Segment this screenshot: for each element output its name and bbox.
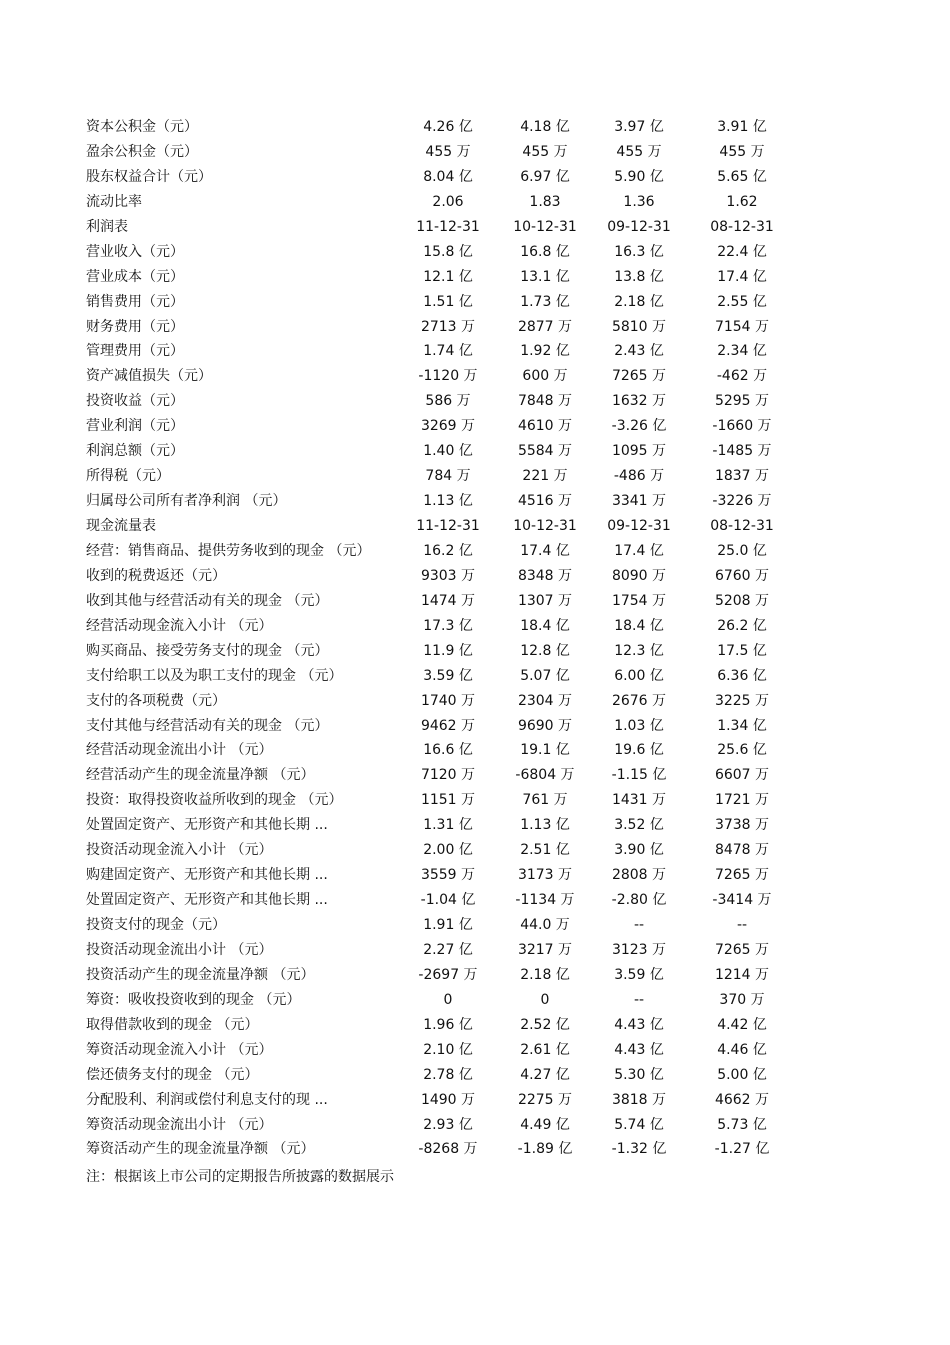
value-cell: 17.5 亿 (717, 642, 767, 659)
value-cell: 1490 万 (420, 1091, 476, 1108)
value-cell: 7265 万 (714, 941, 770, 958)
value-cell: 3217 万 (517, 941, 573, 958)
value-cell: 25.6 亿 (717, 742, 767, 759)
value-cell: 5.00 亿 (717, 1066, 767, 1083)
table-row (0, 963, 950, 988)
value-cell: 9462 万 (420, 717, 476, 734)
row-label: 归属母公司所有者净利润 （元） (86, 493, 287, 510)
value-cell: 19.1 亿 (520, 742, 570, 759)
table-row (0, 888, 950, 913)
value-cell: 455 万 (616, 143, 662, 160)
table-row (0, 838, 950, 863)
value-cell: -3.26 亿 (611, 418, 667, 435)
value-cell: 6.97 亿 (520, 168, 570, 185)
row-label: 投资活动现金流出小计 （元） (86, 941, 273, 958)
value-cell: 3.59 亿 (423, 667, 473, 684)
value-cell: 2.27 亿 (423, 941, 473, 958)
value-cell: 1.34 亿 (717, 717, 767, 734)
table-row (0, 165, 950, 190)
row-label: 分配股利、利润或偿付利息支付的现 ... (86, 1091, 328, 1108)
value-cell: 3738 万 (714, 817, 770, 834)
table-row (0, 439, 950, 464)
value-cell: 13.8 亿 (614, 268, 664, 285)
row-label: 资产减值损失（元） (86, 368, 212, 385)
row-label: 资本公积金（元） (86, 119, 198, 135)
table-row (0, 539, 950, 564)
value-cell: 4.18 亿 (520, 119, 570, 135)
row-label: 现金流量表 (86, 518, 156, 534)
value-cell: 784 万 (425, 468, 471, 485)
table-row (0, 913, 950, 938)
value-cell: 2.93 亿 (423, 1116, 473, 1133)
value-cell: 2.34 亿 (717, 343, 767, 360)
row-label: 财务费用（元） (86, 318, 184, 335)
value-cell: -1.15 亿 (611, 767, 667, 784)
value-cell: 25.0 亿 (717, 542, 767, 559)
table-row (0, 489, 950, 514)
value-cell: 455 万 (425, 143, 471, 160)
financial-data-table (0, 115, 950, 1162)
row-label: 流动比率 (86, 193, 142, 210)
row-label: 筹资：吸收投资收到的现金 （元） (86, 991, 301, 1008)
table-row (0, 988, 950, 1013)
table-row (0, 514, 950, 539)
table-row (0, 364, 950, 389)
value-cell: 2.18 亿 (614, 293, 664, 310)
value-cell: 5.90 亿 (614, 168, 664, 185)
row-label: 盈余公积金（元） (86, 143, 198, 160)
value-cell: 4610 万 (517, 418, 573, 435)
value-cell: 1754 万 (611, 592, 667, 609)
value-cell: 1307 万 (517, 592, 573, 609)
value-cell: 17.4 亿 (717, 268, 767, 285)
row-label: 股东权益合计（元） (86, 168, 212, 185)
row-label: 营业收入（元） (86, 243, 184, 260)
value-cell: 9303 万 (420, 567, 476, 584)
value-cell: 4.26 亿 (423, 119, 473, 135)
value-cell: -2697 万 (418, 966, 478, 983)
value-cell: 1.92 亿 (520, 343, 570, 360)
value-cell: 1.96 亿 (423, 1016, 473, 1033)
value-cell: 7154 万 (714, 318, 770, 335)
value-cell: 44.0 万 (520, 917, 570, 933)
value-cell: 3269 万 (420, 418, 476, 435)
value-cell: 8478 万 (714, 842, 770, 859)
row-label: 投资支付的现金（元） (86, 917, 226, 933)
row-label: 营业成本（元） (86, 268, 184, 285)
value-cell: 2713 万 (420, 318, 476, 335)
value-cell: 1214 万 (714, 966, 770, 983)
value-cell: 7265 万 (611, 368, 667, 385)
value-cell: 2.51 亿 (520, 842, 570, 859)
value-cell: 5.74 亿 (614, 1116, 664, 1133)
table-row (0, 464, 950, 489)
value-cell: -1.32 亿 (611, 1141, 667, 1158)
row-label: 投资活动产生的现金流量净额 （元） (86, 966, 315, 983)
value-cell: 13.1 亿 (520, 268, 570, 285)
table-row (0, 215, 950, 240)
value-cell: 1.03 亿 (614, 717, 664, 734)
value-cell: 18.4 亿 (520, 617, 570, 634)
value-cell: -1134 万 (515, 892, 575, 909)
value-cell: 1740 万 (420, 692, 476, 709)
table-row (0, 714, 950, 739)
value-cell: 08-12-31 (710, 218, 774, 235)
value-cell: 1721 万 (714, 792, 770, 809)
table-row (0, 564, 950, 589)
row-label: 收到其他与经营活动有关的现金 （元） (86, 592, 329, 609)
value-cell: 17.4 亿 (520, 542, 570, 559)
row-label: 支付的各项税费（元） (86, 692, 226, 709)
value-cell: 12.3 亿 (614, 642, 664, 659)
row-label: 经营活动产生的现金流量净额 （元） (86, 767, 315, 784)
table-row (0, 414, 950, 439)
value-cell: 1.62 (726, 193, 758, 210)
value-cell: -- (633, 991, 645, 1008)
table-row (0, 140, 950, 165)
value-cell: 3341 万 (611, 493, 667, 510)
footnote: 注：根据该上市公司的定期报告所披露的数据展示 (86, 1169, 394, 1185)
value-cell: 1.13 亿 (520, 817, 570, 834)
value-cell: 1474 万 (420, 592, 476, 609)
table-row (0, 389, 950, 414)
value-cell: 5.73 亿 (717, 1116, 767, 1133)
table-row (0, 315, 950, 340)
value-cell: 08-12-31 (710, 518, 774, 534)
value-cell: 7848 万 (517, 393, 573, 410)
value-cell: 3.91 亿 (717, 119, 767, 135)
value-cell: 17.3 亿 (423, 617, 473, 634)
value-cell: 2.00 亿 (423, 842, 473, 859)
value-cell: 10-12-31 (513, 518, 577, 534)
value-cell: 15.8 亿 (423, 243, 473, 260)
row-label: 支付给职工以及为职工支付的现金 （元） (86, 667, 343, 684)
value-cell: 3123 万 (611, 941, 667, 958)
row-label: 支付其他与经营活动有关的现金 （元） (86, 717, 329, 734)
value-cell: 1.51 亿 (423, 293, 473, 310)
value-cell: 4.27 亿 (520, 1066, 570, 1083)
row-label: 筹资活动产生的现金流量净额 （元） (86, 1141, 315, 1158)
row-label: 管理费用（元） (86, 343, 184, 360)
value-cell: -1485 万 (712, 443, 772, 460)
value-cell: -8268 万 (418, 1141, 478, 1158)
value-cell: 3.59 亿 (614, 966, 664, 983)
value-cell: 2304 万 (517, 692, 573, 709)
value-cell: 17.4 亿 (614, 542, 664, 559)
row-label: 筹资活动现金流出小计 （元） (86, 1116, 273, 1133)
value-cell: 1.73 亿 (520, 293, 570, 310)
value-cell: 2808 万 (611, 867, 667, 884)
value-cell: 3.97 亿 (614, 119, 664, 135)
value-cell: 11.9 亿 (423, 642, 473, 659)
value-cell: 4.43 亿 (614, 1041, 664, 1058)
row-label: 营业利润（元） (86, 418, 184, 435)
table-row (0, 664, 950, 689)
value-cell: 761 万 (522, 792, 568, 809)
value-cell: 1431 万 (611, 792, 667, 809)
value-cell: 600 万 (522, 368, 568, 385)
value-cell: 6.00 亿 (614, 667, 664, 684)
value-cell: 1.83 (529, 193, 561, 210)
value-cell: 10-12-31 (513, 218, 577, 235)
value-cell: 11-12-31 (416, 518, 480, 534)
value-cell: 16.6 亿 (423, 742, 473, 759)
value-cell: 5295 万 (714, 393, 770, 410)
table-row (0, 115, 950, 140)
value-cell: 16.2 亿 (423, 542, 473, 559)
table-row (0, 938, 950, 963)
table-row (0, 1013, 950, 1038)
value-cell: 16.8 亿 (520, 243, 570, 260)
value-cell: 2.43 亿 (614, 343, 664, 360)
table-row (0, 265, 950, 290)
table-row (0, 1088, 950, 1113)
value-cell: 1.31 亿 (423, 817, 473, 834)
row-label: 处置固定资产、无形资产和其他长期 ... (86, 817, 328, 834)
value-cell: 5.30 亿 (614, 1066, 664, 1083)
row-label: 偿还债务支付的现金 （元） (86, 1066, 259, 1083)
row-label: 利润总额（元） (86, 443, 184, 460)
table-row (0, 1137, 950, 1162)
table-row (0, 863, 950, 888)
row-label: 经营：销售商品、提供劳务收到的现金 （元） (86, 542, 371, 559)
value-cell: -1120 万 (418, 368, 478, 385)
value-cell: 4.43 亿 (614, 1016, 664, 1033)
value-cell: 6607 万 (714, 767, 770, 784)
value-cell: -- (633, 917, 645, 933)
value-cell: 1.91 亿 (423, 917, 473, 933)
row-label: 投资收益（元） (86, 393, 184, 410)
row-label: 销售费用（元） (86, 293, 184, 310)
table-row (0, 689, 950, 714)
table-row (0, 190, 950, 215)
value-cell: -6804 万 (515, 767, 575, 784)
value-cell: -1.04 亿 (420, 892, 476, 909)
row-label: 处置固定资产、无形资产和其他长期 ... (86, 892, 328, 909)
value-cell: 455 万 (522, 143, 568, 160)
value-cell: 4.46 亿 (717, 1041, 767, 1058)
value-cell: 4.42 亿 (717, 1016, 767, 1033)
value-cell: 2.55 亿 (717, 293, 767, 310)
value-cell: 1.40 亿 (423, 443, 473, 460)
value-cell: 8090 万 (611, 567, 667, 584)
value-cell: -462 万 (716, 368, 768, 385)
value-cell: 2.52 亿 (520, 1016, 570, 1033)
value-cell: -3226 万 (712, 493, 772, 510)
value-cell: 221 万 (522, 468, 568, 485)
value-cell: 0 (443, 991, 453, 1008)
value-cell: 3818 万 (611, 1091, 667, 1108)
value-cell: 09-12-31 (607, 218, 671, 235)
table-row (0, 1038, 950, 1063)
value-cell: 2877 万 (517, 318, 573, 335)
value-cell: 2.06 (432, 193, 464, 210)
value-cell: -- (736, 917, 748, 933)
value-cell: -3414 万 (712, 892, 772, 909)
value-cell: 2.10 亿 (423, 1041, 473, 1058)
value-cell: 3.90 亿 (614, 842, 664, 859)
table-row (0, 738, 950, 763)
table-row (0, 339, 950, 364)
value-cell: 1.74 亿 (423, 343, 473, 360)
value-cell: -1.89 亿 (517, 1141, 573, 1158)
value-cell: 1837 万 (714, 468, 770, 485)
value-cell: 3173 万 (517, 867, 573, 884)
row-label: 购建固定资产、无形资产和其他长期 ... (86, 867, 328, 884)
value-cell: 2275 万 (517, 1091, 573, 1108)
table-row (0, 1063, 950, 1088)
value-cell: 2.18 亿 (520, 966, 570, 983)
value-cell: 2676 万 (611, 692, 667, 709)
value-cell: -486 万 (613, 468, 665, 485)
row-label: 购买商品、接受劳务支付的现金 （元） (86, 642, 329, 659)
table-row (0, 290, 950, 315)
value-cell: 1151 万 (420, 792, 476, 809)
value-cell: 4.49 亿 (520, 1116, 570, 1133)
value-cell: 6760 万 (714, 567, 770, 584)
value-cell: 1.13 亿 (423, 493, 473, 510)
value-cell: 4662 万 (714, 1091, 770, 1108)
value-cell: 455 万 (719, 143, 765, 160)
row-label: 利润表 (86, 218, 128, 235)
value-cell: 12.8 亿 (520, 642, 570, 659)
table-row (0, 788, 950, 813)
row-label: 投资活动现金流入小计 （元） (86, 842, 273, 859)
value-cell: 5810 万 (611, 318, 667, 335)
value-cell: 26.2 亿 (717, 617, 767, 634)
value-cell: 5208 万 (714, 592, 770, 609)
value-cell: 5.07 亿 (520, 667, 570, 684)
table-row (0, 639, 950, 664)
value-cell: 7120 万 (420, 767, 476, 784)
value-cell: 1.36 (623, 193, 655, 210)
value-cell: 7265 万 (714, 867, 770, 884)
value-cell: 5584 万 (517, 443, 573, 460)
value-cell: 586 万 (425, 393, 471, 410)
value-cell: 370 万 (719, 991, 765, 1008)
value-cell: 19.6 亿 (614, 742, 664, 759)
value-cell: 16.3 亿 (614, 243, 664, 260)
value-cell: 4516 万 (517, 493, 573, 510)
value-cell: 3559 万 (420, 867, 476, 884)
row-label: 经营活动现金流出小计 （元） (86, 742, 273, 759)
value-cell: 8348 万 (517, 567, 573, 584)
value-cell: 0 (540, 991, 550, 1008)
value-cell: 1632 万 (611, 393, 667, 410)
value-cell: -1.27 亿 (714, 1141, 770, 1158)
value-cell: 9690 万 (517, 717, 573, 734)
table-row (0, 813, 950, 838)
row-label: 投资：取得投资收益所收到的现金 （元） (86, 792, 343, 809)
value-cell: 12.1 亿 (423, 268, 473, 285)
row-label: 所得税（元） (86, 468, 170, 485)
row-label: 筹资活动现金流入小计 （元） (86, 1041, 273, 1058)
table-row (0, 240, 950, 265)
row-label: 收到的税费返还（元） (86, 567, 226, 584)
value-cell: 22.4 亿 (717, 243, 767, 260)
table-row (0, 763, 950, 788)
value-cell: 18.4 亿 (614, 617, 664, 634)
value-cell: 6.36 亿 (717, 667, 767, 684)
value-cell: -2.80 亿 (611, 892, 667, 909)
value-cell: 11-12-31 (416, 218, 480, 235)
value-cell: 5.65 亿 (717, 168, 767, 185)
value-cell: 09-12-31 (607, 518, 671, 534)
table-row (0, 1113, 950, 1138)
value-cell: 3.52 亿 (614, 817, 664, 834)
table-row (0, 614, 950, 639)
value-cell: 3225 万 (714, 692, 770, 709)
value-cell: 8.04 亿 (423, 168, 473, 185)
row-label: 经营活动现金流入小计 （元） (86, 617, 273, 634)
row-label: 取得借款收到的现金 （元） (86, 1016, 259, 1033)
value-cell: 1095 万 (611, 443, 667, 460)
table-row (0, 589, 950, 614)
value-cell: 2.61 亿 (520, 1041, 570, 1058)
value-cell: 2.78 亿 (423, 1066, 473, 1083)
value-cell: -1660 万 (712, 418, 772, 435)
